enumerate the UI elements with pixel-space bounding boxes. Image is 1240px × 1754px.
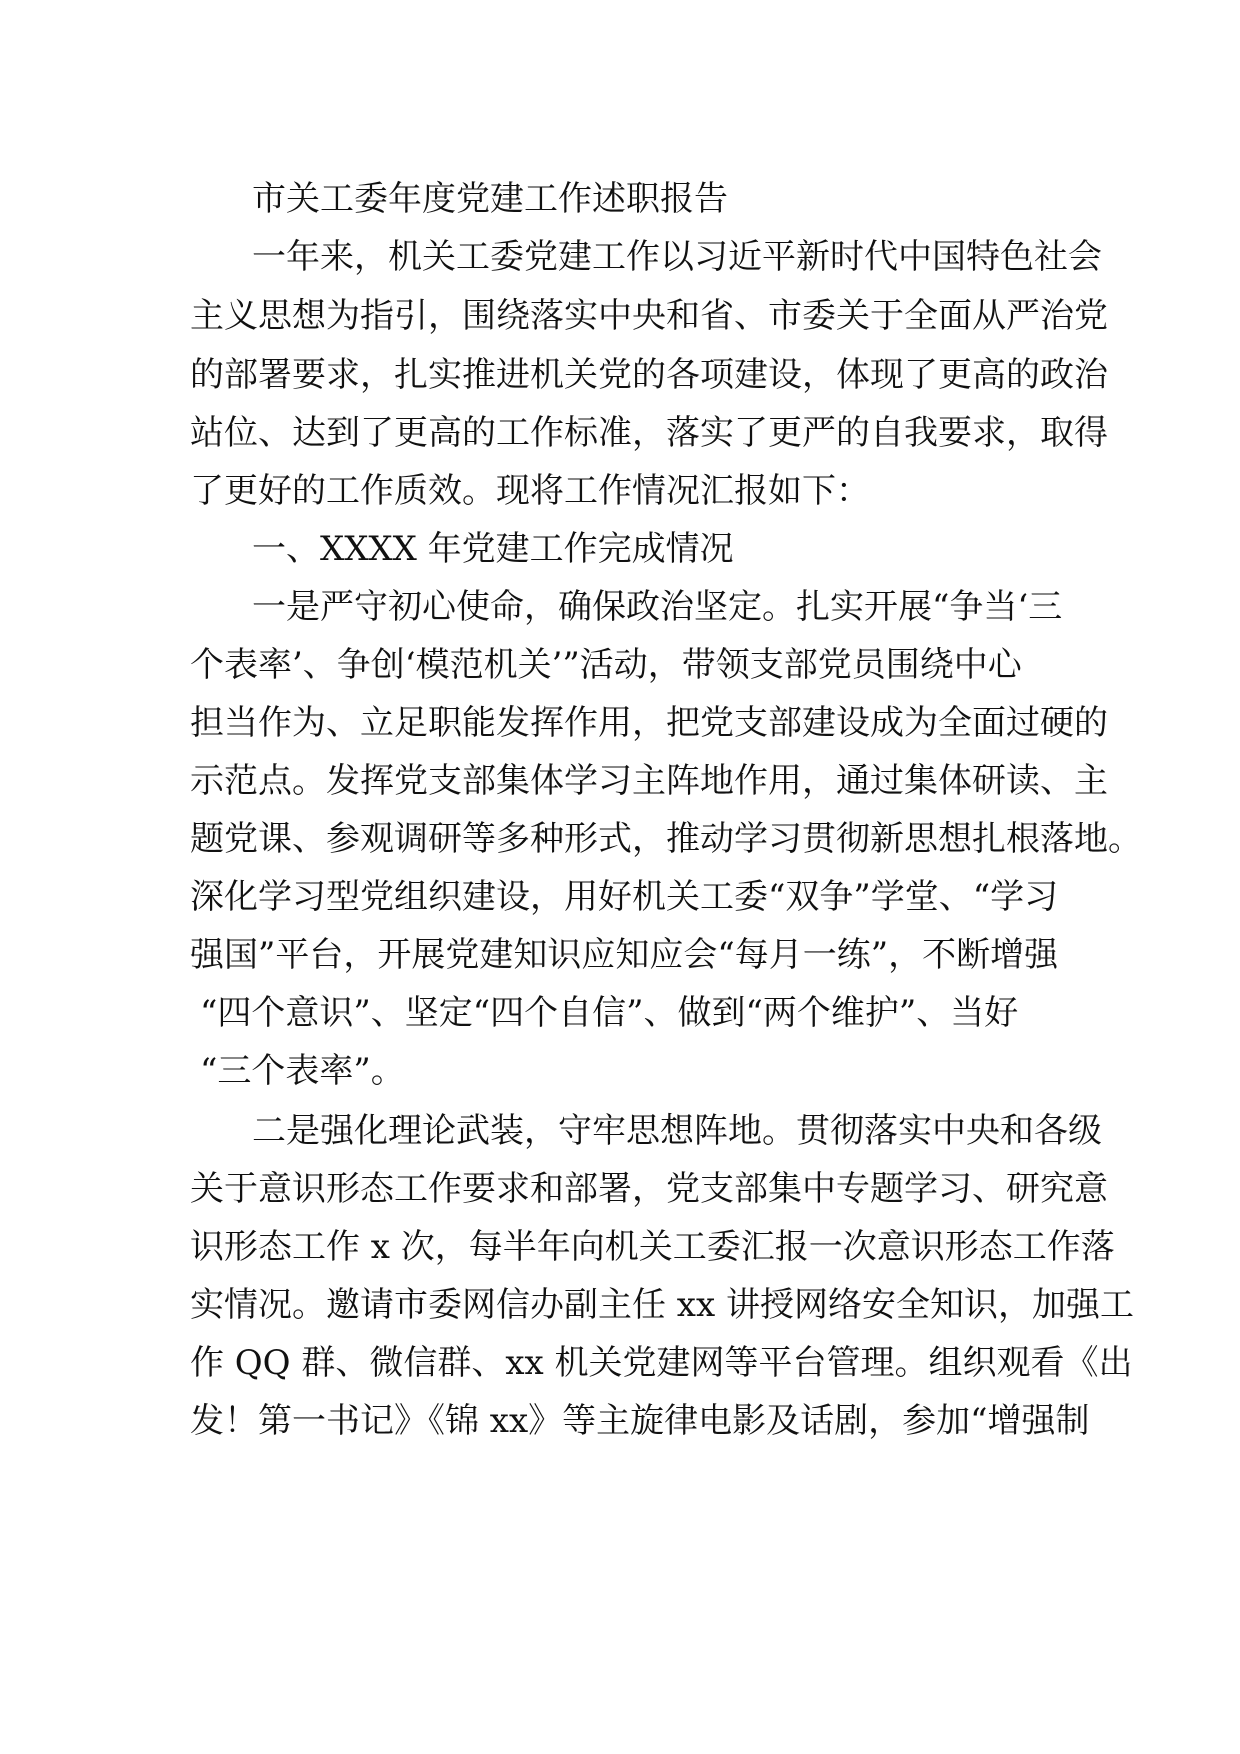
- paragraph-line: “四个意识”、坚定“四个自信”、做到“两个维护”、当好: [200, 993, 1019, 1033]
- paragraph-line: 作 QQ 群、微信群、xx 机关党建网等平台管理。组织观看《出: [190, 1343, 1133, 1383]
- paragraph-line: 一是严守初心使命，确保政治坚定。扎实开展“争当‘三: [252, 587, 1063, 627]
- paragraph-line: 强国”平台，开展党建知识应知应会“每月一练”，不断增强: [190, 935, 1059, 975]
- paragraph-line: 二是强化理论武装，守牢思想阵地。贯彻落实中央和各级: [252, 1111, 1102, 1151]
- paragraph-line: 深化学习型党组织建设，用好机关工委“双争”学堂、“学习: [190, 877, 1059, 917]
- document-title: 市关工委年度党建工作述职报告: [252, 179, 728, 219]
- paragraph-line: 个表率’、争创‘模范机关’”活动，带领支部党员围绕中心: [190, 645, 1022, 685]
- section-heading: 一、XXXX 年党建工作完成情况: [252, 529, 734, 569]
- paragraph-line: 示范点。发挥党支部集体学习主阵地作用，通过集体研读、主: [190, 761, 1108, 801]
- paragraph-line: 了更好的工作质效。现将工作情况汇报如下：: [190, 471, 870, 511]
- paragraph-line: 一年来，机关工委党建工作以习近平新时代中国特色社会: [252, 237, 1102, 277]
- paragraph-line: 站位、达到了更高的工作标准，落实了更严的自我要求，取得: [190, 413, 1108, 453]
- paragraph-line: 担当作为、立足职能发挥作用，把党支部建设成为全面过硬的: [190, 703, 1108, 743]
- paragraph-line: 实情况。邀请市委网信办副主任 xx 讲授网络安全知识，加强工: [190, 1285, 1134, 1325]
- paragraph-line: 识形态工作 x 次，每半年向机关工委汇报一次意识形态工作落: [190, 1227, 1115, 1267]
- paragraph-line: 的部署要求，扎实推进机关党的各项建设，体现了更高的政治: [190, 355, 1108, 395]
- paragraph-line: 主义思想为指引，围绕落实中央和省、市委关于全面从严治党: [190, 296, 1108, 336]
- paragraph-line: “三个表率”。: [200, 1051, 405, 1091]
- paragraph-line: 题党课、参观调研等多种形式，推动学习贯彻新思想扎根落地。: [190, 819, 1142, 859]
- paragraph-line: 发！第一书记》《锦 xx》等主旋律电影及话剧，参加“增强制: [190, 1401, 1090, 1441]
- paragraph-line: 关于意识形态工作要求和部署，党支部集中专题学习、研究意: [190, 1169, 1108, 1209]
